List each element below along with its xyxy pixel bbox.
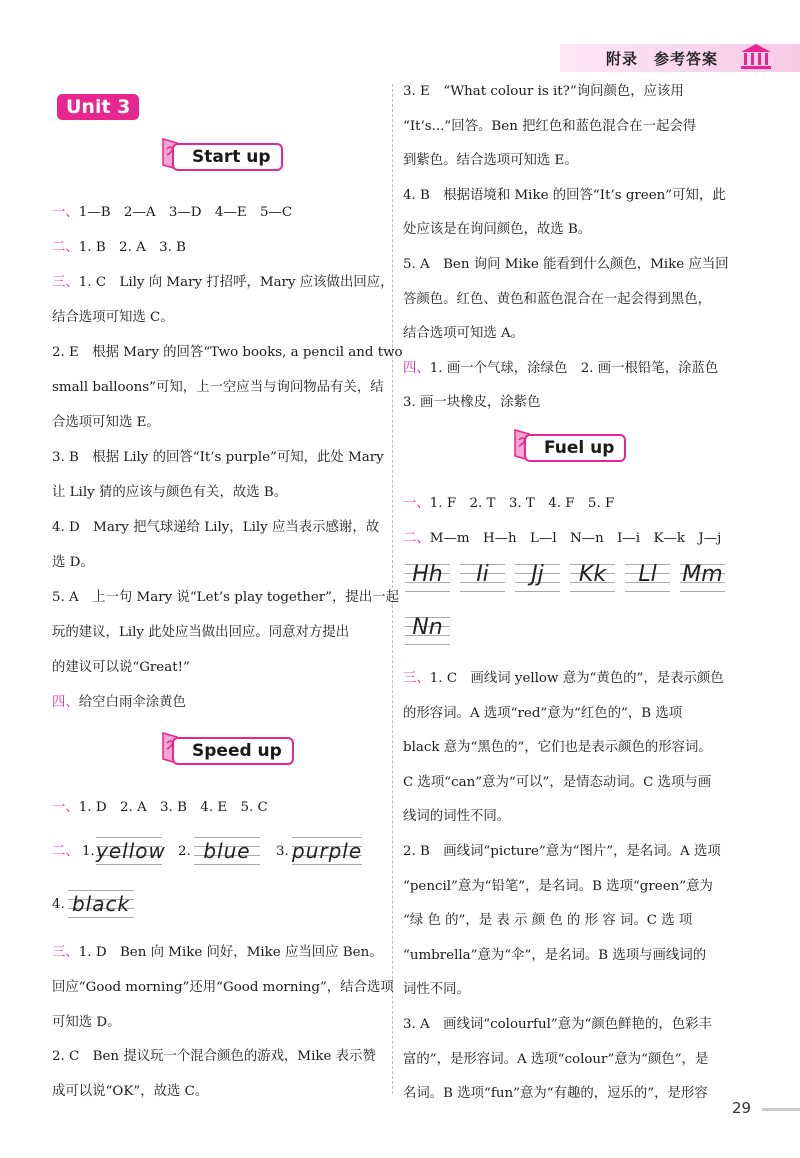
answer-line: 结合选项可知选 C。 bbox=[52, 310, 174, 325]
item-number: 1. bbox=[82, 844, 95, 859]
answer-line: 3. E “What colour is it?”询问颜色，应该用 bbox=[403, 84, 684, 99]
answer-line: “pencil”意为“铅笔”，是名词。B 选项“green”意为 bbox=[403, 878, 713, 894]
answer-line: 二、M—m H—h L—l N—n I—i K—k J—j bbox=[403, 531, 722, 546]
answer-line: 2. E 根据 Mary 的回答“Two books, a pencil and two bbox=[52, 345, 403, 360]
handwriting-lines bbox=[515, 564, 560, 592]
handwritten-word: black bbox=[71, 892, 131, 916]
answer-line: 3. 画一块橡皮，涂紫色 bbox=[403, 395, 541, 411]
answer-line: small balloons”可知，上一空应当与询问物品有关，结 bbox=[52, 380, 384, 395]
answer-line: 成可以说“OK”，故选 C。 bbox=[52, 1084, 209, 1100]
answer-line: 三、1. C Lily 向 Mary 打招呼，Mary 应该做出回应， bbox=[52, 275, 394, 290]
answer-line: 2. C Ben 提议玩一个混合颜色的游戏，Mike 表示赞 bbox=[52, 1049, 376, 1065]
answer-line: 的形容词。A 选项“red”意为“红色的”，B 选项 bbox=[403, 705, 683, 721]
handwritten-word: yellow bbox=[96, 839, 166, 863]
answer-line: 四、给空白雨伞涂黄色 bbox=[52, 695, 186, 710]
answer-line: 结合选项可知选 A。 bbox=[403, 326, 525, 342]
page-number-bar bbox=[762, 1108, 800, 1111]
answer-line: 5. A 上一句 Mary 说“Let’s play together”，提出一起 bbox=[52, 590, 399, 605]
handwritten-letter-pair: Kk bbox=[578, 562, 607, 587]
answer-line: 富的”，是形容词。A 选项“colour”意为“颜色”，是 bbox=[403, 1051, 709, 1067]
unit-badge: Unit 3 bbox=[57, 94, 139, 120]
handwriting-lines bbox=[405, 617, 450, 645]
handwriting-lines bbox=[570, 564, 615, 592]
answer-line: “umbrella”意为“伞”，是名词。B 选项与画线词的 bbox=[403, 947, 707, 963]
answer-line: “It’s...”回答。Ben 把红色和蓝色混合在一起会得 bbox=[403, 118, 697, 134]
handwritten-word: purple bbox=[292, 839, 363, 863]
item-number: 3. bbox=[276, 844, 289, 859]
handwritten-letter-pair: Nn bbox=[412, 615, 443, 640]
answer-line: 回应“Good morning”还用“Good morning”，结合选项 bbox=[52, 979, 394, 995]
handwriting-lines bbox=[680, 564, 725, 592]
answer-line: 5. A Ben 询问 Mike 能看到什么颜色，Mike 应当回 bbox=[403, 257, 729, 272]
handwriting-lines bbox=[460, 564, 505, 592]
handwritten-letter-pair: Ii bbox=[476, 562, 489, 587]
section-title: Start up bbox=[172, 143, 283, 171]
handwriting-lines bbox=[68, 890, 134, 918]
answer-line: 四、1. 画一个气球，涂绿色 2. 画一根铅笔，涂蓝色 bbox=[403, 360, 719, 376]
answer-line: 2. B 画线词“picture”意为“图片”，是名词。A 选项 bbox=[403, 844, 721, 859]
header-title: 附录 参考答案 bbox=[606, 50, 719, 68]
page-number: 29 bbox=[732, 1099, 752, 1117]
answer-line: 一、1. D 2. A 3. B 4. E 5. C bbox=[52, 800, 268, 815]
answer-line: C 选项“can”意为“可以”，是情态动词。C 选项与画 bbox=[403, 774, 712, 790]
answer-line: “绿 色 的”，是 表 示 颜 色 的 形 容 词。C 选 项 bbox=[403, 913, 693, 929]
section-title: Fuel up bbox=[524, 434, 626, 462]
answer-line: 一、1. F 2. T 3. T 4. F 5. F bbox=[403, 496, 615, 511]
answer-line: 答颜色。红色、黄色和蓝色混合在一起会得到黑色， bbox=[403, 291, 711, 307]
answer-line: 让 Lily 猜的应该与颜色有关，故选 B。 bbox=[52, 485, 288, 500]
handwritten-word: blue bbox=[203, 839, 251, 863]
answer-line: 线词的词性不同。 bbox=[403, 809, 511, 825]
answer-line: black 意为“黑色的”，它们也是表示颜色的形容词。 bbox=[403, 740, 712, 756]
answer-line: 名词。B 选项“fun”意为“有趣的，逗乐的”，是形容 bbox=[403, 1086, 708, 1102]
item-number: 2. bbox=[178, 844, 191, 859]
handwriting-lines bbox=[292, 837, 362, 865]
handwritten-letter-pair: Jj bbox=[531, 562, 544, 587]
answer-line: 玩的建议，Lily 此处应当做出回应。同意对方提出 bbox=[52, 625, 350, 640]
answer-line: 三、1. C 画线词 yellow 意为“黄色的”，是表示颜色 bbox=[403, 671, 724, 686]
answer-line: 处应该是在询问颜色，故选 B。 bbox=[403, 222, 592, 238]
handwriting-lines bbox=[625, 564, 670, 592]
answer-line: 的建议可以说“Great!” bbox=[52, 660, 190, 675]
handwriting-lines bbox=[194, 837, 260, 865]
answer-line: 4. D Mary 把气球递给 Lily，Lily 应当表示感谢，故 bbox=[52, 520, 380, 535]
book-arch-icon bbox=[738, 42, 774, 72]
answer-line: 可知选 D。 bbox=[52, 1014, 121, 1030]
answer-line: 二、 bbox=[52, 844, 79, 859]
answer-line: 二、1. B 2. A 3. B bbox=[52, 240, 187, 255]
answer-line: 合选项可知选 E。 bbox=[52, 415, 160, 430]
answer-line: 3. B 根据 Lily 的回答“It’s purple”可知，此处 Mary bbox=[52, 450, 384, 465]
item-number: 4. bbox=[52, 897, 65, 912]
handwriting-lines bbox=[96, 837, 166, 865]
answer-line: 一、1—B 2—A 3—D 4—E 5—C bbox=[52, 205, 293, 220]
handwritten-letter-pair: Hh bbox=[412, 562, 443, 587]
answer-line: 选 D。 bbox=[52, 555, 94, 570]
handwriting-lines bbox=[405, 564, 450, 592]
answer-line: 词性不同。 bbox=[403, 982, 470, 998]
answer-line: 三、1. D Ben 向 Mike 问好，Mike 应当回应 Ben。 bbox=[52, 945, 383, 960]
answer-line: 到紫色。结合选项可知选 E。 bbox=[403, 153, 578, 169]
section-title: Speed up bbox=[172, 737, 294, 765]
handwritten-letter-pair: Ll bbox=[638, 562, 657, 587]
answer-line: 4. B 根据语境和 Mike 的回答“It’s green”可知，此 bbox=[403, 187, 726, 203]
answer-line: 3. A 画线词“colourful”意为“颜色鲜艳的，色彩丰 bbox=[403, 1017, 712, 1032]
handwritten-letter-pair: Mm bbox=[682, 562, 723, 587]
